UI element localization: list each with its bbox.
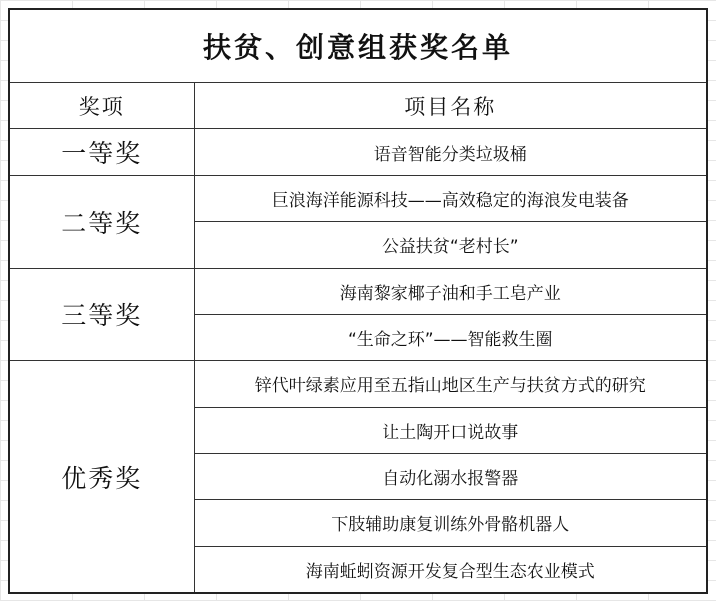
table-title: 扶贫、创意组获奖名单 xyxy=(9,9,707,83)
table-row xyxy=(9,129,707,175)
prize-third: 三等奖 xyxy=(9,268,194,361)
project-cell: 锌代叶绿素应用至五指山地区生产与扶贫方式的研究 xyxy=(194,361,707,407)
header-prize: 奖项 xyxy=(9,83,194,129)
prize-second: 二等奖 xyxy=(9,175,194,268)
project-cell: 巨浪海洋能源科技——高效稳定的海浪发电装备 xyxy=(194,175,707,221)
project-cell: 下肢辅助康复训练外骨骼机器人 xyxy=(194,500,707,546)
prize-first: 一等奖 xyxy=(9,129,194,175)
project-cell: 海南蚯蚓资源开发复合型生态农业模式 xyxy=(194,546,707,593)
award-table xyxy=(8,8,708,594)
project-cell: 海南黎家椰子油和手工皂产业 xyxy=(194,268,707,314)
table-row xyxy=(9,361,707,407)
project-cell: “生命之环”——智能救生圈 xyxy=(194,314,707,360)
title-row xyxy=(9,9,707,83)
table-row xyxy=(9,268,707,314)
table-row xyxy=(9,175,707,221)
header-row xyxy=(9,83,707,129)
prize-excellence: 优秀奖 xyxy=(9,361,194,593)
project-cell: 自动化溺水报警器 xyxy=(194,453,707,499)
project-cell: 语音智能分类垃圾桶 xyxy=(194,129,707,175)
project-cell: 公益扶贫“老村长” xyxy=(194,222,707,268)
header-project-name: 项目名称 xyxy=(194,83,707,129)
project-cell: 让土陶开口说故事 xyxy=(194,407,707,453)
